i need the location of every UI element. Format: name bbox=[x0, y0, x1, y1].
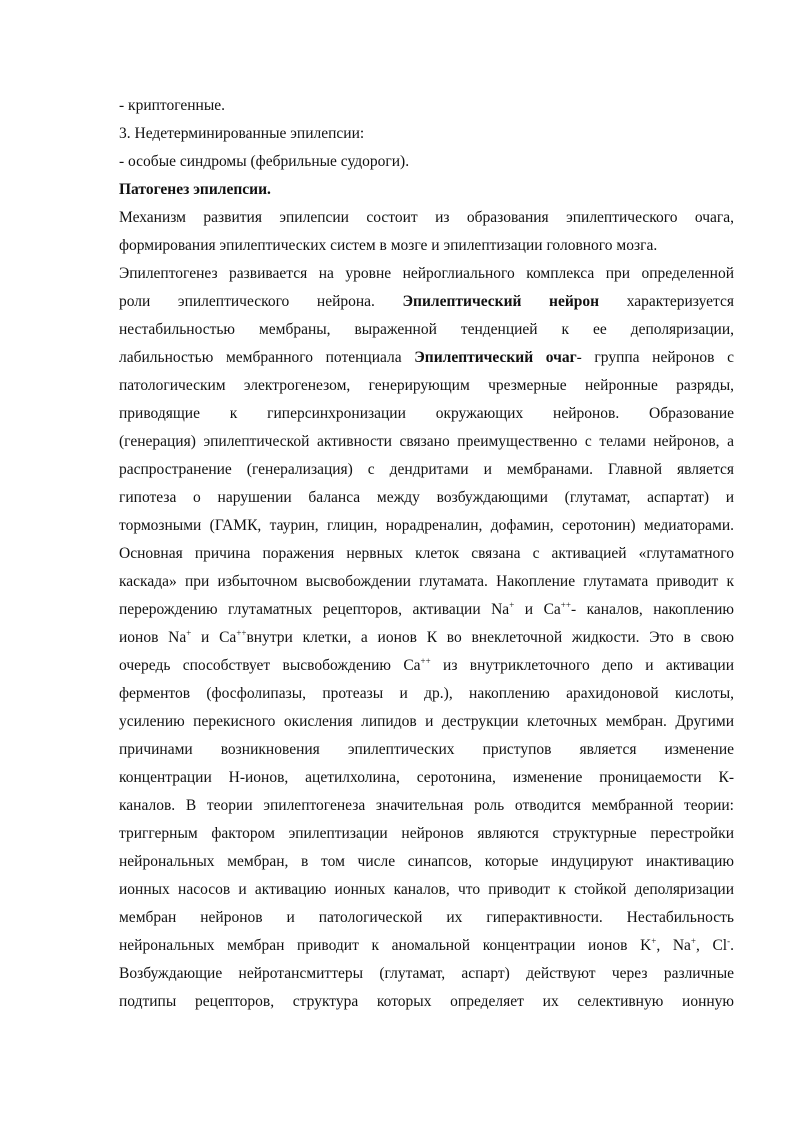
superscript: ++ bbox=[420, 656, 431, 666]
paragraph-line: мембран нейронов и патологической их гиперактивности. Нестабильность bbox=[119, 909, 734, 926]
superscript: ++ bbox=[560, 600, 571, 610]
paragraph-line: патологическим электрогенезом, генерирующим чрезмерные нейронные разряды, bbox=[119, 377, 734, 394]
paragraph-line: нестабильностью мембраны, выраженной тенденцией к ее деполяризации, bbox=[119, 321, 734, 338]
paragraph-line bbox=[119, 600, 734, 620]
heading-text: Патогенез эпилепсии. bbox=[119, 181, 271, 198]
paragraph-line: причинами возникновения эпилептических приступов является изменение bbox=[119, 741, 734, 758]
text-run: характеризуется bbox=[599, 293, 734, 310]
paragraph-line bbox=[119, 348, 734, 368]
superscript: - bbox=[727, 936, 731, 946]
paragraph-line: каналов. В теории эпилептогенеза значительная роль отводится мембранной теории: bbox=[119, 797, 734, 814]
paragraph-line: усилению перекисного окисления липидов и деструкции клеточных мембран. Другими bbox=[119, 713, 734, 730]
list-item-special-syndromes: - особые синдромы (фебрильные судороги). bbox=[119, 153, 410, 170]
paragraph-line: нейрональных мембран, в том числе синапсов, которые индуцируют инактивацию bbox=[119, 853, 734, 870]
text-run: роли эпилептического нейрона. bbox=[119, 293, 403, 310]
paragraph-line: приводящие к гиперсинхронизации окружающих нейронов. Образование bbox=[119, 405, 734, 422]
paragraph-line bbox=[119, 936, 734, 956]
paragraph-line: Основная причина поражения нервных клеток связана с активацией «глутаматного bbox=[119, 545, 734, 562]
term-epileptic-neuron: Эпилептический нейрон bbox=[402, 293, 600, 310]
paragraph-line bbox=[119, 656, 734, 676]
text-run: - группа нейронов с bbox=[576, 349, 734, 366]
paragraph-line bbox=[119, 628, 734, 648]
paragraph-line: распространение (генерализация) с дендритами и мембранами. Главной является bbox=[119, 461, 734, 478]
paragraph-line: Механизм развития эпилепсии состоит из образования эпилептического очага, bbox=[119, 209, 734, 226]
text-run: очередь способствует высвобождению Ca bbox=[119, 657, 421, 674]
paragraph-line: триггерным фактором эпилептизации нейронов являются структурные перестройки bbox=[119, 825, 734, 842]
paragraph-line: ионных насосов и активацию ионных каналов, что приводит к стойкой деполяризации bbox=[119, 881, 734, 898]
paragraph-line: Эпилептогенез развивается на уровне нейроглиального комплекса при определенной bbox=[119, 265, 734, 282]
text-run: нейрональных мембран приводит к аномальной концентрации ионов K bbox=[119, 937, 652, 954]
text-run: ионов Na bbox=[119, 629, 187, 646]
text-run: . bbox=[730, 937, 734, 954]
superscript: + bbox=[509, 600, 515, 610]
text-run: , Cl bbox=[695, 937, 728, 954]
superscript: ++ bbox=[236, 628, 247, 638]
list-item-cryptogenic: - криптогенные. bbox=[119, 97, 226, 114]
section-heading bbox=[119, 180, 734, 200]
superscript: + bbox=[186, 628, 192, 638]
text-run: лабильностью мембранного потенциала bbox=[119, 349, 415, 366]
text-run: - каналов, накоплению bbox=[570, 601, 735, 618]
paragraph-line: (генерация) эпилептической активности связано преимущественно с телами нейронов, а bbox=[119, 433, 734, 450]
list-item-undetermined: 3. Недетерминированные эпилепсии: bbox=[119, 125, 365, 142]
paragraph-line: подтипы рецепторов, структура которых определяет их селективную ионную bbox=[119, 993, 734, 1010]
paragraph-line: Возбуждающие нейротансмиттеры (глутамат, аспарт) действуют через различные bbox=[119, 965, 734, 982]
superscript: + bbox=[651, 936, 657, 946]
text-run: и Ca bbox=[514, 601, 561, 618]
text-run: внутри клетки, а ионов К во внеклеточной жидкости. Это в свою bbox=[246, 629, 735, 646]
paragraph-line: ферментов (фосфолипазы, протеазы и др.), накоплению арахидоновой кислоты, bbox=[119, 685, 734, 702]
paragraph-line: каскада» при избыточном высвобождении глутамата. Накопление глутамата приводит к bbox=[119, 573, 734, 590]
paragraph-line: формирования эпилептических систем в мозге и эпилептизации головного мозга. bbox=[119, 237, 658, 254]
text-run: , Na bbox=[656, 937, 691, 954]
paragraph-line bbox=[119, 292, 734, 312]
text-run: и Ca bbox=[191, 629, 237, 646]
text-run: из внутриклеточного депо и активации bbox=[430, 657, 734, 674]
paragraph-line: концентрации Н-ионов, ацетилхолина, серотонина, изменение проницаемости К- bbox=[119, 769, 734, 786]
text-run: перерождению глутаматных рецепторов, активации Na bbox=[119, 601, 510, 618]
term-epileptic-focus: Эпилептический очаг bbox=[414, 349, 577, 366]
paragraph-line: тормозными (ГАМК, таурин, глицин, норадреналин, дофамин, серотонин) медиаторами. bbox=[119, 517, 734, 534]
superscript: + bbox=[690, 936, 696, 946]
paragraph-line: гипотеза о нарушении баланса между возбуждающими (глутамат, аспартат) и bbox=[119, 489, 734, 506]
